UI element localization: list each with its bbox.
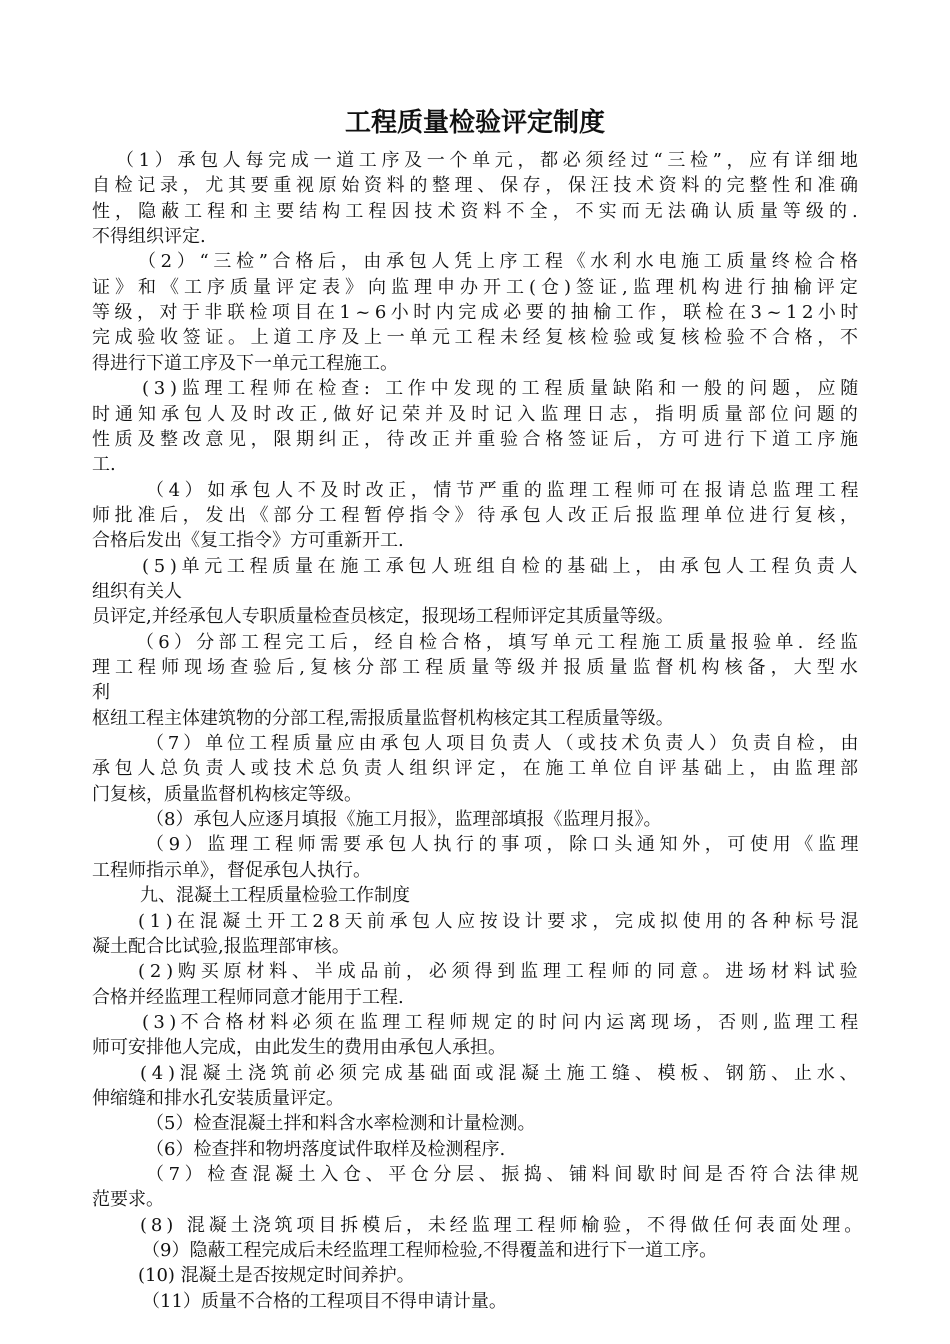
text-line: 门复核，质量监督机构核定等级。: [92, 784, 362, 805]
text-line: 师批准后，发出《部分工程暂停指令》待承包人改正后报监理单位进行复核，: [92, 505, 863, 526]
text-line: 员评定,并经承包人专职质量检查员核定，报现场工程师评定其质量等级。: [92, 606, 674, 627]
text-line: （11）质量不合格的工程项目不得申请计量。: [142, 1291, 507, 1312]
text-line: 证》和《工序质量评定表》向监理申办开工(仓)签证,监理机构进行抽榆评定: [92, 277, 863, 298]
text-line: （9）隐蔽工程完成后未经监理工程师检验,不得覆盖和进行下一道工序。: [142, 1240, 718, 1261]
text-line: 性，隐蔽工程和主要结构工程因技术资料不全，不实而无法确认质量等级的.: [92, 201, 863, 222]
text-line: (5)单元工程质量在施工承包人班组自检的基础上，由承包人工程负责人: [142, 556, 863, 577]
text-line: 不得组织评定.: [92, 226, 206, 247]
text-line: 伸缩缝和排水孔安装质量评定。: [92, 1088, 344, 1109]
text-line: （7）单位工程质量应由承包人项目负责人（或技术负责人）负责自检，由: [146, 733, 863, 754]
text-line: 性质及整改意见，限期纠正，待改正并重验合格签证后，方可进行下道工序施: [92, 429, 863, 450]
text-line: 合格并经监理工程师同意才能用于工程.: [92, 987, 404, 1008]
text-line: (3)监理工程师在检查: 工作中发现的工程质量缺陷和一般的问题，应随: [142, 378, 864, 399]
text-line: (4)混凝土浇筑前必须完成基础面或混凝土施工缝、模板、钢筋、止水、: [140, 1063, 863, 1084]
text-line: 九、混凝土工程质量检验工作制度: [140, 885, 410, 906]
text-line: 理工程师现场查验后,复核分部工程质量等级并报质量监督机构核备，大型水: [92, 657, 863, 678]
text-line: 合格后发出《复工指令》方可重新开工.: [92, 530, 404, 551]
text-line: （8）承包人应逐月填报《施工月报》，监理部填报《监理月报》。: [146, 809, 662, 830]
text-line: （6）分部工程完工后，经自检合格，填写单元工程施工质量报验单. 经监: [136, 632, 863, 653]
text-line: 得进行下道工序及下一单元工程施工。: [92, 353, 398, 374]
text-line: （9）监理工程师需要承包人执行的事项，除口头通知外，可使用《监理: [146, 834, 864, 855]
text-line: 时通知承包人及时改正,做好记荣并及时记入监理日志，指明质量部位问题的: [92, 404, 863, 425]
text-line: (10) 混凝土是否按规定时间养护。: [138, 1265, 415, 1286]
text-line: （6）检查拌和物坍落度试件取样及检测程序.: [146, 1139, 506, 1160]
text-line: （1）承包人每完成一道工序及一个单元，都必须经过“三检”，应有详细地: [116, 150, 863, 171]
text-line: (1)在混凝土开工28天前承包人应按设计要求，完成拟使用的各种标号混: [138, 911, 863, 932]
text-line: 师可安排他人完成，由此发生的费用由承包人承担。: [92, 1037, 506, 1058]
text-line: 凝土配合比试验,报监理部审核。: [92, 936, 350, 957]
text-line: （4）如承包人不及时改正，情节严重的监理工程师可在报请总监理工程: [146, 480, 864, 501]
text-line: (3)不合格材料必须在监理工程师规定的时问内运离现场，否则,监理工程: [142, 1012, 863, 1033]
text-line: 承包人总负责人或技术总负责人组织评定，在施工单位自评基础上，由监理部: [92, 758, 863, 779]
text-line: 完成验收签证。上道工序及上一单元工程未经复核检验或复核检验不合格，不: [92, 327, 863, 348]
document-title: 工程质量检验评定制度: [344, 108, 605, 138]
text-line: 自检记录，尤其要重视原始资料的整理、保存，保汪技术资料的完整性和准确: [92, 175, 863, 196]
text-line: 利: [92, 682, 110, 703]
text-line: 等级，对于非联检项目在1~6小时内完成必要的抽榆工作，联检在3~12小时: [92, 302, 863, 323]
text-line: 枢纽工程主体建筑物的分部工程,需报质量监督机构核定其工程质量等级。: [92, 708, 674, 729]
text-line: (2)购买原材料、半成品前，必须得到监理工程师的同意。进场材料试验: [138, 961, 863, 982]
text-line: （5）检查混凝土拌和料含水率检测和计量检测。: [146, 1113, 536, 1134]
text-line: 范要求。: [92, 1189, 164, 1210]
text-line: (8) 混凝土浇筑项目拆模后，未经监理工程师榆验，不得做任何表面处理。: [140, 1215, 867, 1236]
text-line: （2）“三检”合格后，由承包人凭上序工程《水利水电施工质量终检合格: [138, 251, 863, 272]
text-line: 组织有关人: [92, 581, 182, 602]
text-line: 工.: [92, 454, 116, 475]
text-line: 工程师指示单》，督促承包人执行。: [92, 860, 371, 881]
text-line: （7）检查混凝土入仓、平仓分层、振捣、铺料间歇时间是否符合法律规: [146, 1164, 864, 1185]
